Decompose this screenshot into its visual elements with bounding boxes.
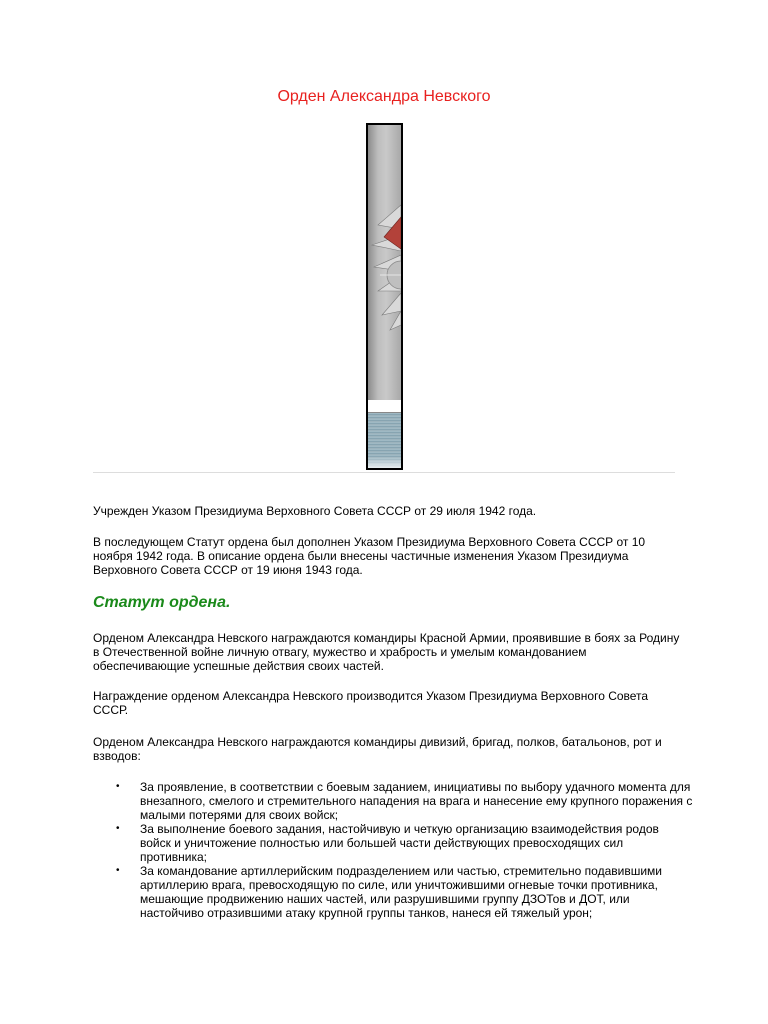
page-title: Орден Александра Невского (277, 88, 491, 105)
medal-divider (368, 400, 401, 413)
statute-paragraph: Награждение орденом Александра Невского производится Указом Президиума Верховного Совета СССР. (93, 689, 649, 717)
bullet-icon: • (116, 865, 120, 876)
statute-paragraph: Орденом Александра Невского награждаются командиры дивизий, бригад, полков, батальонов, рот и взводов: (93, 735, 662, 763)
bullet-icon: • (116, 823, 120, 834)
medal-photo-icon (368, 125, 401, 400)
order-medal-image (366, 123, 403, 470)
statute-heading: Статут ордена. (93, 594, 231, 611)
establishment-paragraph: Учрежден Указом Президиума Верховного Совета СССР от 29 июля 1942 года. (93, 504, 537, 518)
list-item (93, 780, 693, 822)
bullet-icon: • (116, 781, 120, 792)
list-item (93, 864, 693, 920)
list-item-text: За командование артиллерийским подразделением или частью, стремительно подавившими артиллерию врага, превосходящую по силе, или уничтожившими огневые точки противника, мешающие продвижению наших частей, или разрушившими группу ДЗОТов и ДОТ, или настойчиво отразившими атаку крупной группы танков, нанеся ей тяжелый урон; (140, 864, 662, 920)
list-item-text: За выполнение боевого задания, настойчивую и четкую организацию взаимодействия родов войск и уничтожение полностью или большей части действующих превосходящих сил противника; (140, 822, 659, 864)
medal-ribbon (368, 413, 401, 468)
award-criteria-list (93, 780, 693, 920)
statute-paragraph: Орденом Александра Невского награждаются командиры Красной Армии, проявившие в боях за Родину в Отечественной войне личную отвагу, мужество и храбрость и умелым командованием обеспечивающие успешные действия своих частей. (93, 631, 680, 673)
list-item (93, 822, 693, 864)
horizontal-divider (93, 472, 675, 473)
amendment-paragraph: В последующем Статут ордена был дополнен Указом Президиума Верховного Совета СССР от 10 ноября 1942 года. В описание ордена были внесены частичные изменения Указом Президиума Верховного Совета СССР от 19 июня 1943 года. (93, 535, 646, 577)
list-item-text: За проявление, в соответствии с боевым заданием, инициативы по выбору удачного момента для внезапного, смелого и стремительного нападения на врага и нанесение ему крупного поражения с малыми потерями для своих войск; (140, 780, 693, 822)
